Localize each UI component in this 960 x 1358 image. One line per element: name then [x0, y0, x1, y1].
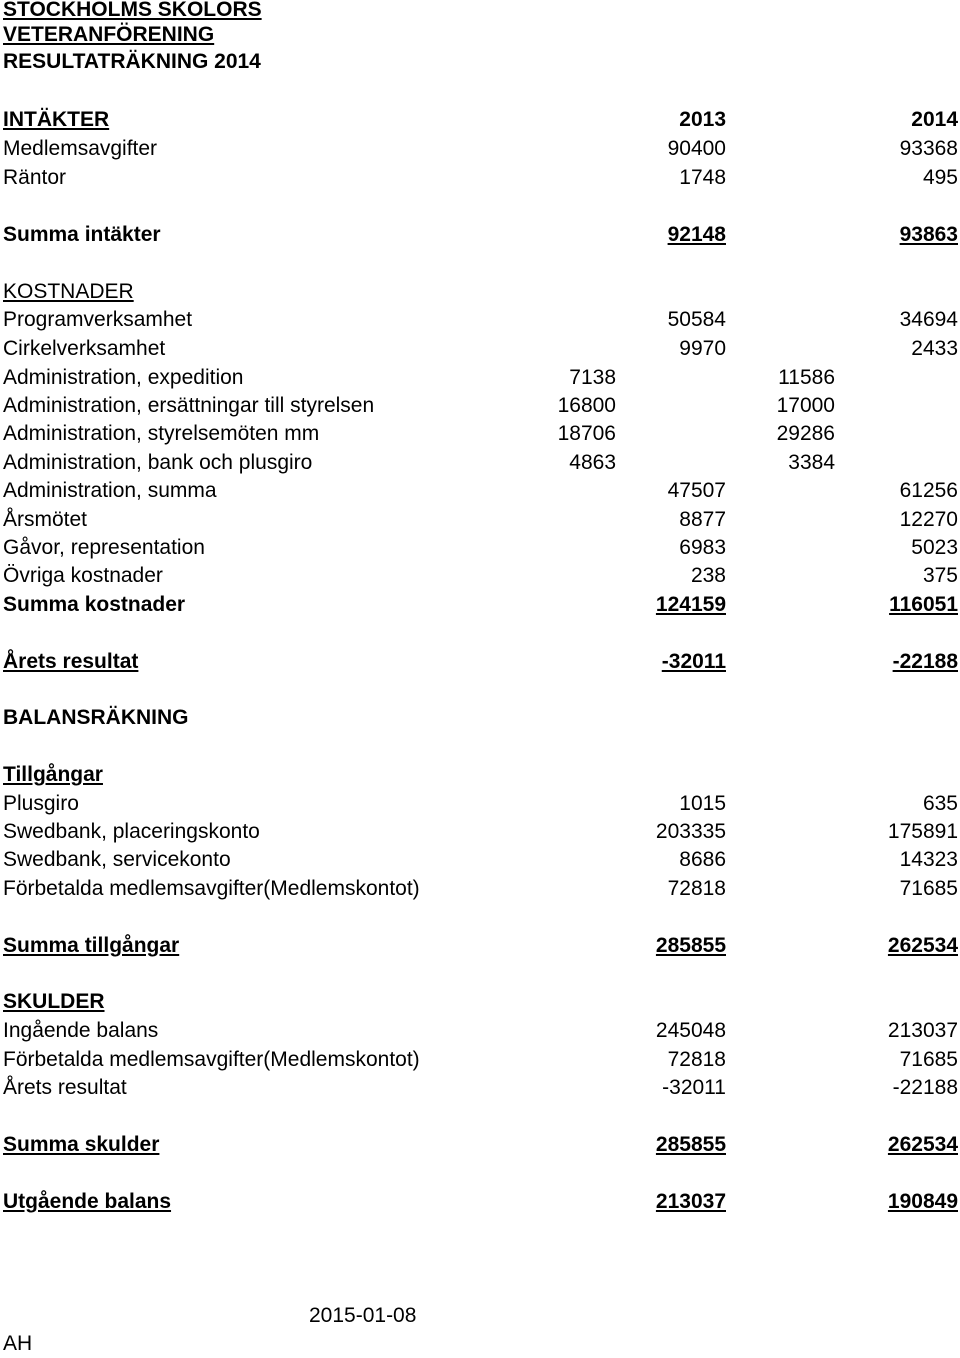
row-label: Övriga kostnader [3, 564, 163, 587]
value-2014: 12270 [899, 508, 958, 531]
costs-heading: KOSTNADER [3, 280, 134, 303]
table-row [0, 477, 960, 505]
table-row [0, 306, 960, 334]
costs-total-row [0, 591, 960, 619]
subvalue-2013: 4863 [569, 451, 616, 474]
value-2014: 71685 [899, 1048, 958, 1071]
table-row [0, 1046, 960, 1074]
value-2013: 213037 [655, 1190, 726, 1213]
liabilities-heading-row [0, 988, 960, 1016]
value-2013: 285855 [655, 934, 726, 957]
row-label: Administration, bank och plusgiro [3, 451, 313, 474]
value-2013: 92148 [667, 223, 726, 246]
value-2013: 8686 [679, 848, 726, 871]
row-label: Räntor [3, 166, 67, 189]
year-2014-header: 2014 [911, 108, 958, 131]
value-2014: 34694 [899, 308, 958, 331]
value-2014: 262534 [887, 1133, 958, 1156]
value-2013: 203335 [655, 820, 726, 843]
table-row [0, 1074, 960, 1102]
report-date: 2015-01-08 [309, 1304, 417, 1327]
table-row [0, 506, 960, 534]
value-2014: 71685 [899, 877, 958, 900]
row-label: Utgående balans [3, 1190, 172, 1213]
report-title: RESULTATRÄKNING 2014 [3, 50, 261, 73]
row-label: Summa tillgångar [3, 934, 180, 957]
subvalue-2014: 3384 [788, 451, 835, 474]
row-label: Administration, ersättningar till styrelsen [3, 394, 375, 417]
result-row [0, 648, 960, 676]
table-row [0, 846, 960, 874]
value-2014: 375 [922, 564, 958, 587]
value-2013: -32011 [662, 1076, 726, 1099]
signatory-initials: AH [3, 1332, 33, 1355]
balance-heading-row [0, 704, 960, 732]
value-2013: 124159 [655, 593, 726, 616]
row-label: Förbetalda medlemsavgifter(Medlemskontot) [3, 1048, 420, 1071]
value-2013: 9970 [679, 337, 726, 360]
value-2013: 238 [690, 564, 726, 587]
income-heading: INTÄKTER [3, 108, 110, 131]
income-total-row [0, 221, 960, 249]
org-name-line2: VETERANFÖRENING [3, 23, 215, 46]
value-2013: 285855 [655, 1133, 726, 1156]
row-label: Gåvor, representation [3, 536, 205, 559]
value-2014: -22188 [892, 1076, 958, 1099]
table-row [0, 135, 960, 163]
value-2013: 1015 [679, 792, 726, 815]
value-2013: -32011 [661, 650, 726, 673]
table-row [0, 875, 960, 903]
value-2014: 213037 [887, 1019, 958, 1042]
value-2014: 116051 [889, 593, 958, 616]
table-row [0, 534, 960, 562]
value-2014: 175891 [887, 820, 958, 843]
row-label: Årsmötet [3, 508, 88, 531]
table-row [0, 562, 960, 590]
row-label: Cirkelverksamhet [3, 337, 166, 360]
header-report-title [0, 48, 960, 76]
value-2014: 93368 [899, 137, 958, 160]
year-2013-header: 2013 [679, 108, 726, 131]
subvalue-2014: 17000 [776, 394, 835, 417]
value-2014: 190849 [887, 1190, 958, 1213]
value-2013: 1748 [679, 166, 726, 189]
row-label: Swedbank, servicekonto [3, 848, 231, 871]
row-label: Årets resultat [3, 1076, 127, 1099]
assets-heading: Tillgångar [3, 763, 103, 786]
value-2013: 47507 [667, 479, 726, 502]
costs-heading-row [0, 278, 960, 306]
table-row [0, 420, 960, 448]
table-row [0, 164, 960, 192]
row-label: Swedbank, placeringskonto [3, 820, 260, 843]
org-name-line1: STOCKHOLMS SKOLORS [3, 0, 262, 21]
row-label: Årets resultat [3, 650, 139, 673]
value-2013: 8877 [679, 508, 726, 531]
table-row [0, 1017, 960, 1045]
liabilities-heading: SKULDER [3, 990, 105, 1013]
row-label: Förbetalda medlemsavgifter(Medlemskontot) [3, 877, 420, 900]
liabilities-total-row [0, 1131, 960, 1159]
subvalue-2013: 16800 [557, 394, 616, 417]
table-row [0, 818, 960, 846]
subvalue-2014: 29286 [776, 422, 835, 445]
value-2013: 6983 [679, 536, 726, 559]
row-label: Medlemsavgifter [3, 137, 158, 160]
income-heading-row [0, 106, 960, 134]
value-2014: 495 [922, 166, 958, 189]
value-2014: 635 [922, 792, 958, 815]
subvalue-2014: 11586 [778, 366, 835, 389]
subvalue-2013: 18706 [557, 422, 616, 445]
value-2013: 245048 [655, 1019, 726, 1042]
value-2014: 61256 [899, 479, 958, 502]
row-label: Summa kostnader [3, 593, 186, 616]
row-label: Ingående balans [3, 1019, 159, 1042]
value-2013: 90400 [667, 137, 726, 160]
balance-heading: BALANSRÄKNING [3, 706, 189, 729]
assets-total-row [0, 932, 960, 960]
value-2013: 50584 [667, 308, 726, 331]
row-label: Summa intäkter [3, 223, 161, 246]
row-label: Administration, summa [3, 479, 217, 502]
value-2013: 72818 [667, 877, 726, 900]
subvalue-2013: 7138 [569, 366, 616, 389]
value-2014: 14323 [899, 848, 958, 871]
table-row [0, 392, 960, 420]
row-label: Summa skulder [3, 1133, 160, 1156]
value-2014: 5023 [911, 536, 958, 559]
value-2013: 72818 [667, 1048, 726, 1071]
row-label: Programverksamhet [3, 308, 193, 331]
table-row [0, 449, 960, 477]
table-row [0, 790, 960, 818]
closing-balance-row [0, 1188, 960, 1216]
table-row [0, 335, 960, 363]
value-2014: 262534 [887, 934, 958, 957]
row-label: Administration, styrelsemöten mm [3, 422, 320, 445]
assets-heading-row [0, 761, 960, 789]
footer-date-row [0, 1302, 960, 1330]
header-org-name-2 [0, 21, 960, 49]
row-label: Plusgiro [3, 792, 79, 815]
value-2014: 2433 [911, 337, 958, 360]
value-2014: -22188 [892, 650, 958, 673]
value-2014: 93863 [899, 223, 958, 246]
table-row [0, 364, 960, 392]
row-label: Administration, expedition [3, 366, 244, 389]
